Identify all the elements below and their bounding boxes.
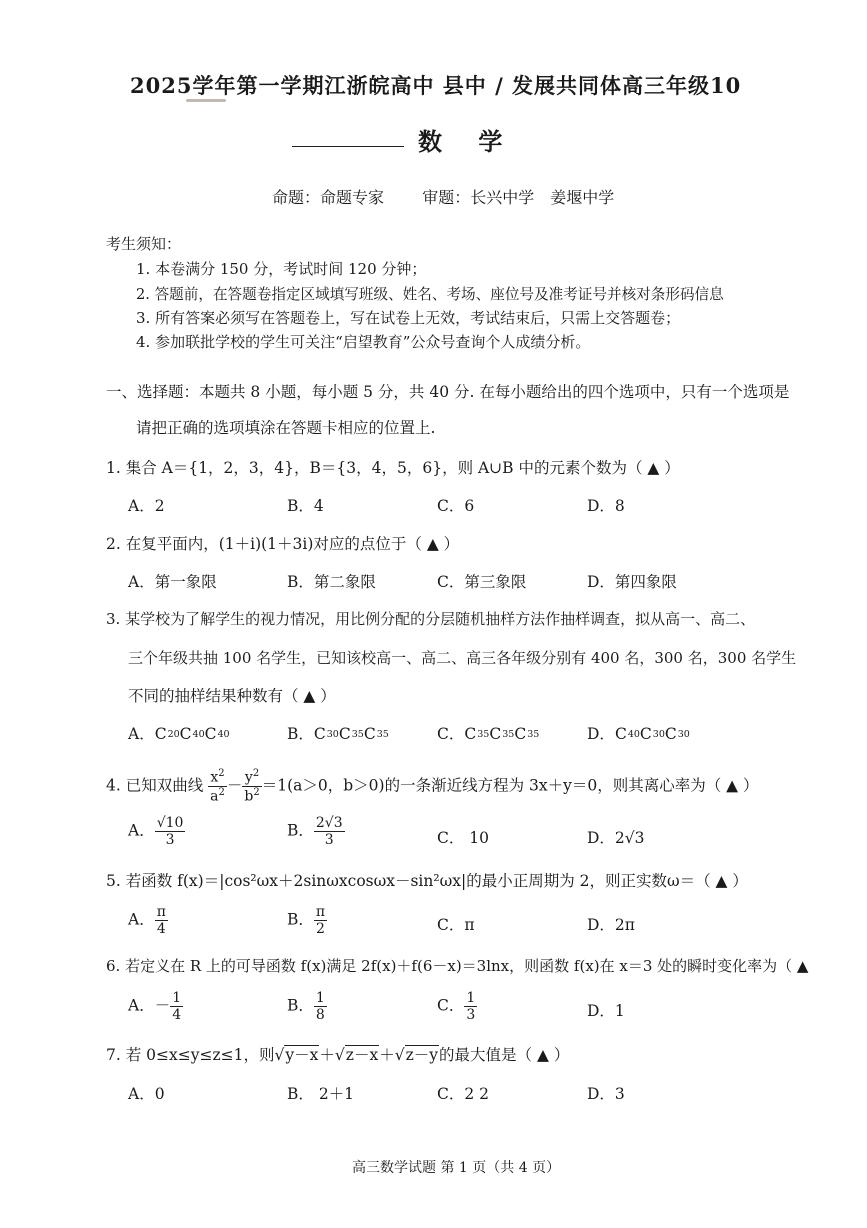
q1-option-a: A．2 [128,497,165,515]
q3-option-c: C．C35C35C35 [437,725,540,743]
q5-option-c: C．π [437,916,475,934]
q2-option-c: C．第三象限 [437,573,527,591]
combination-term: C40 [179,725,205,743]
notice-item: 3. 所有答案必须写在答题卷上，写在试卷上无效，考试结束后，只需上交答题卷； [136,309,681,327]
reviewer: 审题：长兴中学 姜堰中学 [422,188,615,207]
hyperbola-x-term: $\frac{x^2}{a^2}$ [210,768,225,805]
combination-term: C35 [514,725,540,743]
hyperbola-y-term: $\frac{y^2}{b^2}$ [244,768,260,805]
q7-option-b: B． 2＋1 [287,1085,355,1103]
question-1-stem: 1. 集合 A＝{1，2，3，4}，B＝{3，4，5，6}，则 A∪B 中的元素个数为（ ▲ ） [106,459,680,477]
notice-heading: 考生须知： [106,235,182,253]
q6-option-b: B． $\frac{1}{8}$ [287,990,325,1024]
subject-title: 数 学 [418,127,517,156]
combination-term: C40 [204,725,230,743]
question-3-line-1: 3. 某学校为了解学生的视力情况，用比例分配的分层随机抽样方法作抽样调查，拟从高一、高二、 [106,610,756,628]
combination-term: C35 [464,725,490,743]
q5-option-a: A． $\frac{\pi}{4}$ [128,904,166,938]
combination-term: C35 [489,725,515,743]
sqrt-icon: √ [394,1046,405,1064]
ink-smudge [186,99,226,102]
notice-item: 4. 参加联批学校的学生可关注“启望教育”公众号查询个人成绩分析。 [136,333,591,351]
q6-option-d: D．1 [587,1002,625,1020]
q3-option-c-combinations [464,725,539,743]
combination-term: C30 [639,725,665,743]
q1-option-d: D．8 [587,497,625,515]
question-5-stem: 5. 若函数 f(x)＝|cos²ωx＋2sinωxcosωx－sin²ωx|的最小正周期为 2，则正实数ω＝（ ▲ ） [106,872,748,890]
sqrt-icon: √ [274,1046,285,1064]
question-4-stem: 4. 已知双曲线 $\frac{x^2}{a^2}$ － $\frac{y^2}{b^2}$ ＝1(a＞0，b＞0)的一条渐近线方程为 3x＋y＝0，则其离心率为（ ▲ ） [106,768,759,805]
authors-line [272,185,614,208]
q3-option-b: B．C30C35C35 [287,725,389,743]
combination-term: C35 [338,725,364,743]
q1-option-c: C．6 [437,497,475,515]
combination-term: C35 [363,725,389,743]
q3-option-b-combinations [314,725,389,743]
question-3-line-2: 三个年级共抽 100 名学生，已知该校高一、高二、高三各年级分别有 400 名，300 名，300 名学生 [128,649,797,667]
combination-term: C20 [154,725,180,743]
combination-term: C30 [664,725,690,743]
q3-option-d: D．C40C30C30 [587,725,690,743]
question-6-stem: 6. 若定义在 R 上的可导函数 f(x)满足 2f(x)＋f(6－x)＝3lnx，则函数 f(x)在 x＝3 处的瞬时变化率为（ ▲ [106,957,809,975]
exam-title: 2025学年第一学期江浙皖高中 县中 / 发展共同体高三年级10 [130,73,742,98]
q3-option-a: A．C20C40C40 [128,725,230,743]
q5-option-b: B． $\frac{\pi}{2}$ [287,904,326,938]
section-instruction: 请把正确的选项填涂在答题卡相应的位置上. [136,419,436,437]
subject-blank-line [292,146,404,147]
q4-option-a: A． $\frac{√10}{3}$ [128,815,184,849]
setter: 命题：命题专家 [272,188,385,207]
notice-item: 2. 答题前，在答题卷指定区域填写班级、姓名、考场、座位号及准考证号并核对条形码信息 [136,286,724,303]
q2-option-b: B．第二象限 [287,573,376,591]
question-7-stem: 7. 若 0≤x≤y≤z≤1，则√y－x＋√z－x＋√z－y的最大值是（ ▲ ） [106,1046,570,1064]
combination-term: C40 [614,725,640,743]
q2-option-d: D．第四象限 [587,573,677,591]
q7-option-a: A．0 [128,1085,165,1103]
q7-option-c: C．2 2 [437,1085,490,1103]
page-footer: 高三数学试题 第 1 页（共 4 页） [352,1160,561,1176]
q3-option-a-combinations [155,725,230,743]
q5-option-d: D．2π [587,916,635,934]
q6-option-c: C． $\frac{1}{3}$ [437,990,476,1024]
notice-item: 1. 本卷满分 150 分，考试时间 120 分钟； [136,260,427,278]
combination-term: C30 [313,725,339,743]
q4-option-c: C． 10 [437,829,490,847]
sqrt-icon: √ [334,1046,345,1064]
q2-option-a: A．第一象限 [128,573,217,591]
question-2-stem: 2. 在复平面内，(1＋i)(1＋3i)对应的点位于（ ▲ ） [106,535,460,553]
q1-option-b: B．4 [287,497,324,515]
question-3-line-3: 不同的抽样结果种数有（ ▲ ） [128,687,336,705]
q3-option-d-combinations [615,725,690,743]
q6-option-a: A．－ $\frac{1}{4}$ [128,990,182,1024]
q4-option-d: D．2√3 [587,829,645,847]
q4-option-b: B． $\frac{2√3}{3}$ [287,815,343,849]
q7-option-d: D．3 [587,1085,625,1103]
section-heading: 一、选择题：本题共 8 小题，每小题 5 分，共 40 分. 在每小题给出的四个选项中，只有一个选项是 [106,383,790,401]
